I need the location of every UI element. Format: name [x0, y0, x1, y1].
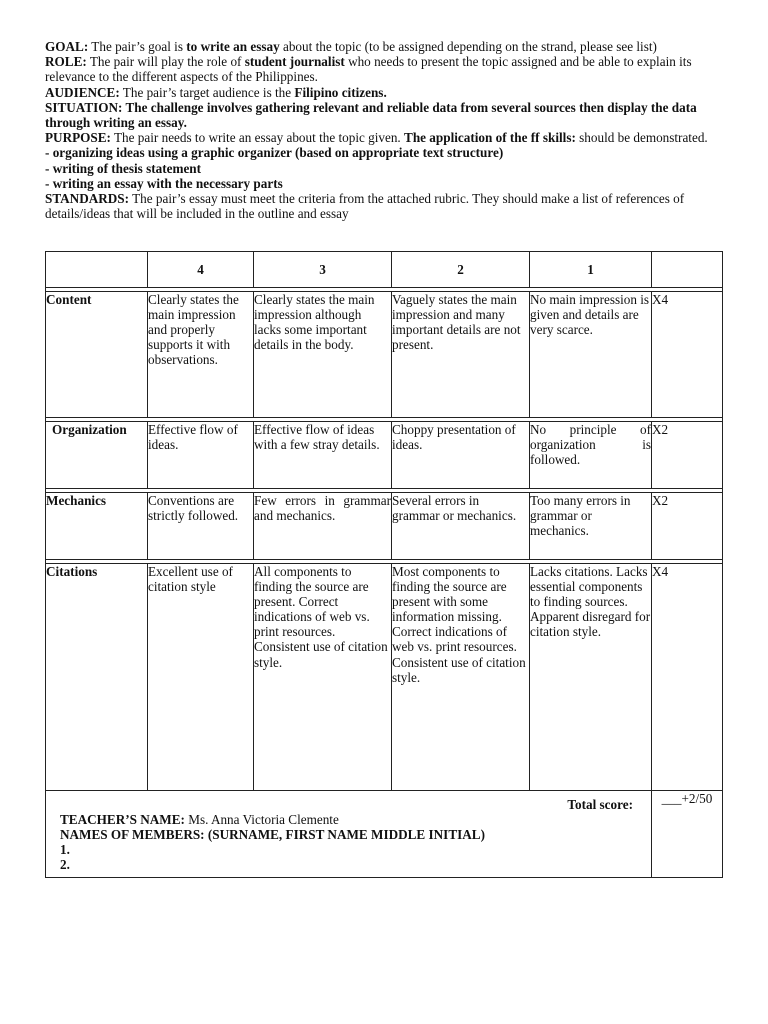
rubric-cell: No principle of organization is followed.: [530, 422, 652, 489]
situation-text: The challenge involves gathering relevant and reliable data from several sources then display the data through writing an essay.: [45, 99, 697, 131]
teacher-name-label: TEACHER’S NAME:: [60, 812, 185, 827]
role-text: The pair will play the role of: [86, 54, 245, 70]
header-score-4: 4: [148, 252, 254, 288]
audience-text: The pair’s target audience is the: [119, 84, 295, 100]
multiplier-cell: X4: [652, 292, 723, 418]
rubric-cell: Most components to finding the source are present with some information missing. Correct indications of web vs. print resources. Consistent use of citation style.: [392, 564, 530, 791]
purpose-label: PURPOSE:: [45, 130, 111, 146]
situation-label: SITUATION:: [45, 99, 123, 115]
role-text-end: who needs to present the topic assigned and be able to explain its relevance to the different aspects of the Philippines.: [45, 54, 692, 85]
header-score-1: 1: [530, 252, 652, 288]
purpose-text-end: should be demonstrated.: [575, 130, 708, 146]
table-row: [46, 292, 723, 418]
criterion-label: Organization: [46, 422, 148, 489]
standards-text: The pair’s essay must meet the criteria from the attached rubric. They should make a list of references of details/ideas that will be included in the outline and essay: [45, 191, 685, 222]
assignment-instructions: [45, 39, 725, 221]
situation-paragraph: [45, 100, 725, 130]
total-score-value[interactable]: ___+2/50: [652, 791, 723, 878]
header-score-3: 3: [254, 252, 392, 288]
criterion-label: Content: [46, 292, 148, 418]
rubric-cell: Excellent use of citation style: [148, 564, 254, 791]
skill-item: - writing of thesis statement: [45, 160, 202, 176]
rubric-table: [45, 251, 723, 878]
rubric-cell: All components to finding the source are present. Correct indications of web vs. print resources. Consistent use of citation style.: [254, 564, 392, 791]
table-row: [46, 493, 723, 560]
rubric-cell: Clearly states the main impression although lacks some important details in the body.: [254, 292, 392, 418]
rubric-cell: Lacks citations. Lacks essential components to finding sources. Apparent disregard for citation style.: [530, 564, 652, 791]
rubric-cell: No main impression is given and details are very scarce.: [530, 292, 652, 418]
multiplier-cell: X2: [652, 422, 723, 489]
goal-text: The pair’s goal is: [88, 39, 187, 54]
header-multiplier-cell: [652, 252, 723, 288]
criterion-label: Mechanics: [46, 493, 148, 560]
rubric-footer-row: [46, 791, 723, 878]
multiplier-cell: X4: [652, 564, 723, 791]
rubric-cell: Effective flow of ideas with a few stray details.: [254, 422, 392, 489]
standards-paragraph: [45, 191, 725, 221]
header-score-2: 2: [392, 252, 530, 288]
role-label: ROLE:: [45, 54, 87, 70]
teacher-name: Ms. Anna Victoria Clemente: [184, 812, 339, 827]
header-criteria-cell: [46, 252, 148, 288]
audience-label: AUDIENCE:: [45, 84, 120, 100]
purpose-paragraph: [45, 130, 725, 145]
role-paragraph: [45, 54, 725, 84]
teacher-name-line: [60, 812, 339, 827]
purpose-emphasis: The application of the ff skills:: [404, 130, 576, 146]
criterion-label: Citations: [46, 564, 148, 791]
member-line-2[interactable]: 2.: [60, 857, 70, 872]
rubric-cell: Effective flow of ideas.: [148, 422, 254, 489]
rubric-cell: Several errors in grammar or mechanics.: [392, 493, 530, 560]
role-emphasis: student journalist: [244, 54, 345, 70]
members-label: NAMES OF MEMBERS: (SURNAME, FIRST NAME MIDDLE INITIAL): [60, 827, 485, 842]
rubric-cell: Choppy presentation of ideas.: [392, 422, 530, 489]
goal-text-end: about the topic (to be assigned depending on the strand, please see list): [279, 39, 657, 54]
rubric-cell: Too many errors in grammar or mechanics.: [530, 493, 652, 560]
table-row: [46, 564, 723, 791]
rubric-header-row: [46, 252, 723, 288]
rubric-cell: Clearly states the main impression and properly supports it with observations.: [148, 292, 254, 418]
purpose-text: The pair needs to write an essay about the topic given.: [110, 130, 405, 146]
goal-label: GOAL:: [45, 39, 89, 54]
rubric-cell: Conventions are strictly followed.: [148, 493, 254, 560]
multiplier-cell: X2: [652, 493, 723, 560]
table-row: [46, 422, 723, 489]
skill-item: - organizing ideas using a graphic organizer (based on appropriate text structure): [45, 145, 504, 161]
rubric-cell: Few errors in grammar and mechanics.: [254, 493, 392, 560]
intro-section: [45, 39, 725, 221]
goal-paragraph: [45, 39, 725, 54]
footer-info-cell: [46, 791, 652, 878]
goal-emphasis: to write an essay: [186, 39, 280, 54]
standards-label: STANDARDS:: [45, 191, 130, 207]
total-score-label: Total score:: [567, 797, 633, 812]
member-line-1[interactable]: 1.: [60, 842, 70, 857]
audience-emphasis: Filipino citizens.: [294, 84, 387, 100]
audience-paragraph: [45, 85, 725, 100]
rubric-cell: Vaguely states the main impression and many important details are not present.: [392, 292, 530, 418]
skill-item: - writing an essay with the necessary parts: [45, 175, 283, 191]
